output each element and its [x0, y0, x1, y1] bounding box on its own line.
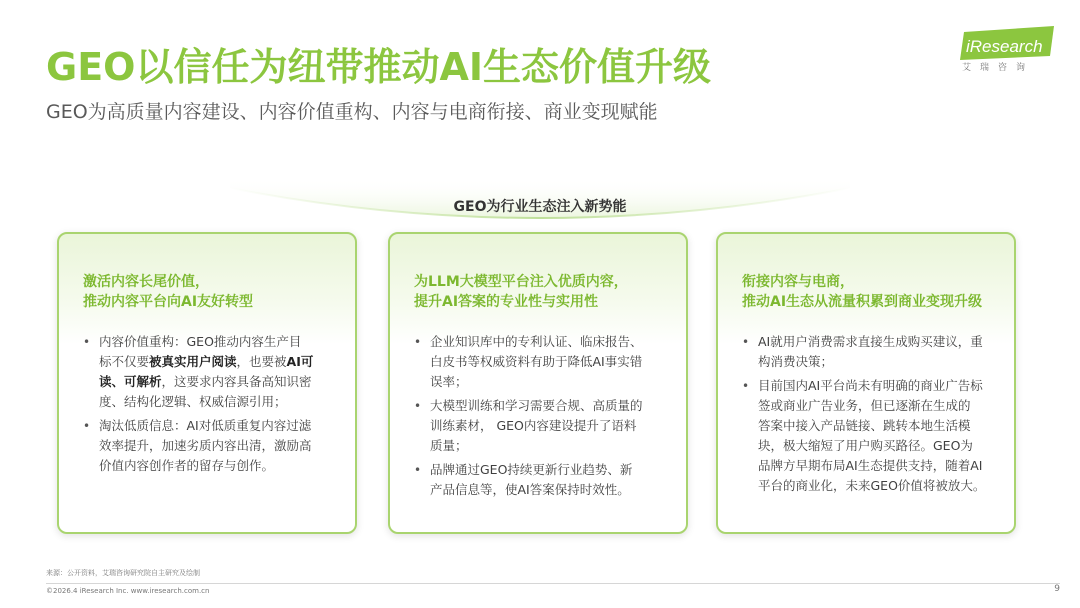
- bullet-list: [81, 332, 337, 480]
- bullet-line: [430, 396, 668, 416]
- bullet-item: [412, 460, 668, 500]
- logo-brand-text: [966, 37, 1043, 56]
- banner-title: GEO为行业生态注入新势能: [453, 199, 627, 215]
- bullet-text: 误率；: [430, 374, 468, 389]
- bullet-dot: •: [742, 379, 750, 393]
- card-llm-content: [388, 232, 688, 534]
- bullet-line: [99, 416, 337, 436]
- bullet-line: [430, 436, 668, 456]
- bullet-emphasis: AI可: [286, 354, 314, 369]
- logo-brand-rest: Research: [969, 37, 1043, 56]
- bullet-emphasis: 被真实用户阅读: [149, 354, 237, 369]
- bullet-line: [430, 480, 668, 500]
- card-heading-line: 激活内容长尾价值，: [83, 274, 209, 290]
- bullet-text: 块，极大缩短了用户购买路径。GEO为: [758, 438, 973, 453]
- bullet-line: [99, 372, 337, 392]
- page-number: 9: [1054, 584, 1060, 594]
- bullet-text: 签或商业广告业务，但已逐渐在生成的: [758, 398, 971, 413]
- bullet-dot: •: [742, 335, 750, 349]
- bullet-text: 效率提升，加速劣质内容出清，激励高: [99, 438, 312, 453]
- bullet-text: 企业知识库中的专利认证、临床报告、: [430, 334, 643, 349]
- bullet-line: [758, 416, 996, 436]
- bullet-item: [412, 332, 668, 392]
- card-heading-line: 为LLM大模型平台注入优质内容，: [414, 274, 628, 290]
- bullet-text: ，这要求内容具备高知识密: [161, 374, 312, 389]
- page-subtitle: GEO为高质量内容建设、内容价值重构、内容与电商衔接、商业变现赋能: [46, 101, 658, 123]
- bullet-item: [412, 396, 668, 456]
- bullet-list: [740, 332, 996, 500]
- bullet-text: 平台的商业化，未来GEO价值将被放大。: [758, 478, 986, 493]
- bullet-line: [758, 376, 996, 396]
- card-heading-line: 提升AI答案的专业性与实用性: [414, 294, 599, 310]
- card-heading: [742, 272, 1000, 312]
- bullet-text: 淘汰低质信息：AI对低质重复内容过滤: [99, 418, 312, 433]
- footer-divider: [46, 583, 1060, 584]
- bullet-list: [412, 332, 668, 504]
- bullet-dot: •: [414, 399, 422, 413]
- bullet-dot: •: [414, 463, 422, 477]
- bullet-line: [758, 396, 996, 416]
- bullet-text: 白皮书等权威资料有助于降低AI事实错: [430, 354, 643, 369]
- card-content-value: [57, 232, 357, 534]
- bullet-text: 度、结构化逻辑、权威信源引用；: [99, 394, 287, 409]
- bullet-line: [758, 456, 996, 476]
- bullet-text: AI就用户消费需求直接生成购买建议，重: [758, 334, 983, 349]
- bullet-dot: •: [83, 335, 91, 349]
- bullet-text: 目前国内AI平台尚未有明确的商业广告标: [758, 378, 983, 393]
- bullet-text: 标不仅要: [99, 354, 150, 369]
- bullet-text: 答案中接入产品链接、跳转本地生活模: [758, 418, 971, 433]
- bullet-text: 质量；: [430, 438, 468, 453]
- page-title: GEO以信任为纽带推动AI生态价值升级: [46, 45, 712, 89]
- bullet-line: [99, 392, 337, 412]
- card-ecommerce: [716, 232, 1016, 534]
- bullet-line: [430, 352, 668, 372]
- bullet-emphasis: 读、可解析: [99, 374, 162, 389]
- bullet-line: [99, 352, 337, 372]
- bullet-text: 产品信息等，使AI答案保持时效性。: [430, 482, 630, 497]
- bullet-line: [430, 332, 668, 352]
- bullet-item: [81, 416, 337, 476]
- card-heading-line: 推动AI生态从流量积累到商业变现升级: [742, 294, 983, 310]
- bullet-text: 品牌方早期布局AI生态提供支持，随着AI: [758, 458, 983, 473]
- bullet-text: 价值内容创作者的留存与创作。: [99, 458, 275, 473]
- card-heading-line: 推动内容平台向AI友好转型: [83, 294, 254, 310]
- bullet-text: 品牌通过GEO持续更新行业趋势、新: [430, 462, 633, 477]
- bullet-dot: •: [83, 419, 91, 433]
- copyright-text: ©2026.4 iResearch Inc. www.iresearch.com.cn: [46, 587, 210, 595]
- bullet-item: [740, 332, 996, 372]
- bullet-text: ，也要被: [236, 354, 287, 369]
- bullet-line: [430, 416, 668, 436]
- bullet-text: 构消费决策；: [758, 354, 834, 369]
- bullet-line: [758, 436, 996, 456]
- bullet-line: [758, 352, 996, 372]
- bullet-item: [81, 332, 337, 412]
- bullet-dot: •: [414, 335, 422, 349]
- logo-chinese-text: 艾瑞咨询: [962, 63, 1035, 73]
- card-heading-line: 衔接内容与电商，: [742, 274, 854, 290]
- card-heading: [83, 272, 341, 312]
- bullet-line: [758, 332, 996, 352]
- bullet-item: [740, 376, 996, 496]
- card-heading: [414, 272, 672, 312]
- bullet-line: [99, 436, 337, 456]
- bullet-line: [430, 460, 668, 480]
- logo-brand-i: i: [966, 37, 970, 56]
- bullet-line: [758, 476, 996, 496]
- bullet-line: [99, 456, 337, 476]
- bullet-text: 训练素材， GEO内容建设提升了语料: [430, 418, 637, 433]
- bullet-text: 大模型训练和学习需要合规、高质量的: [430, 398, 643, 413]
- bullet-line: [99, 332, 337, 352]
- bullet-text: 内容价值重构：GEO推动内容生产目: [99, 334, 302, 349]
- bullet-line: [430, 372, 668, 392]
- source-note: 来源：公开资料，艾瑞咨询研究院自主研究及绘制: [46, 569, 200, 577]
